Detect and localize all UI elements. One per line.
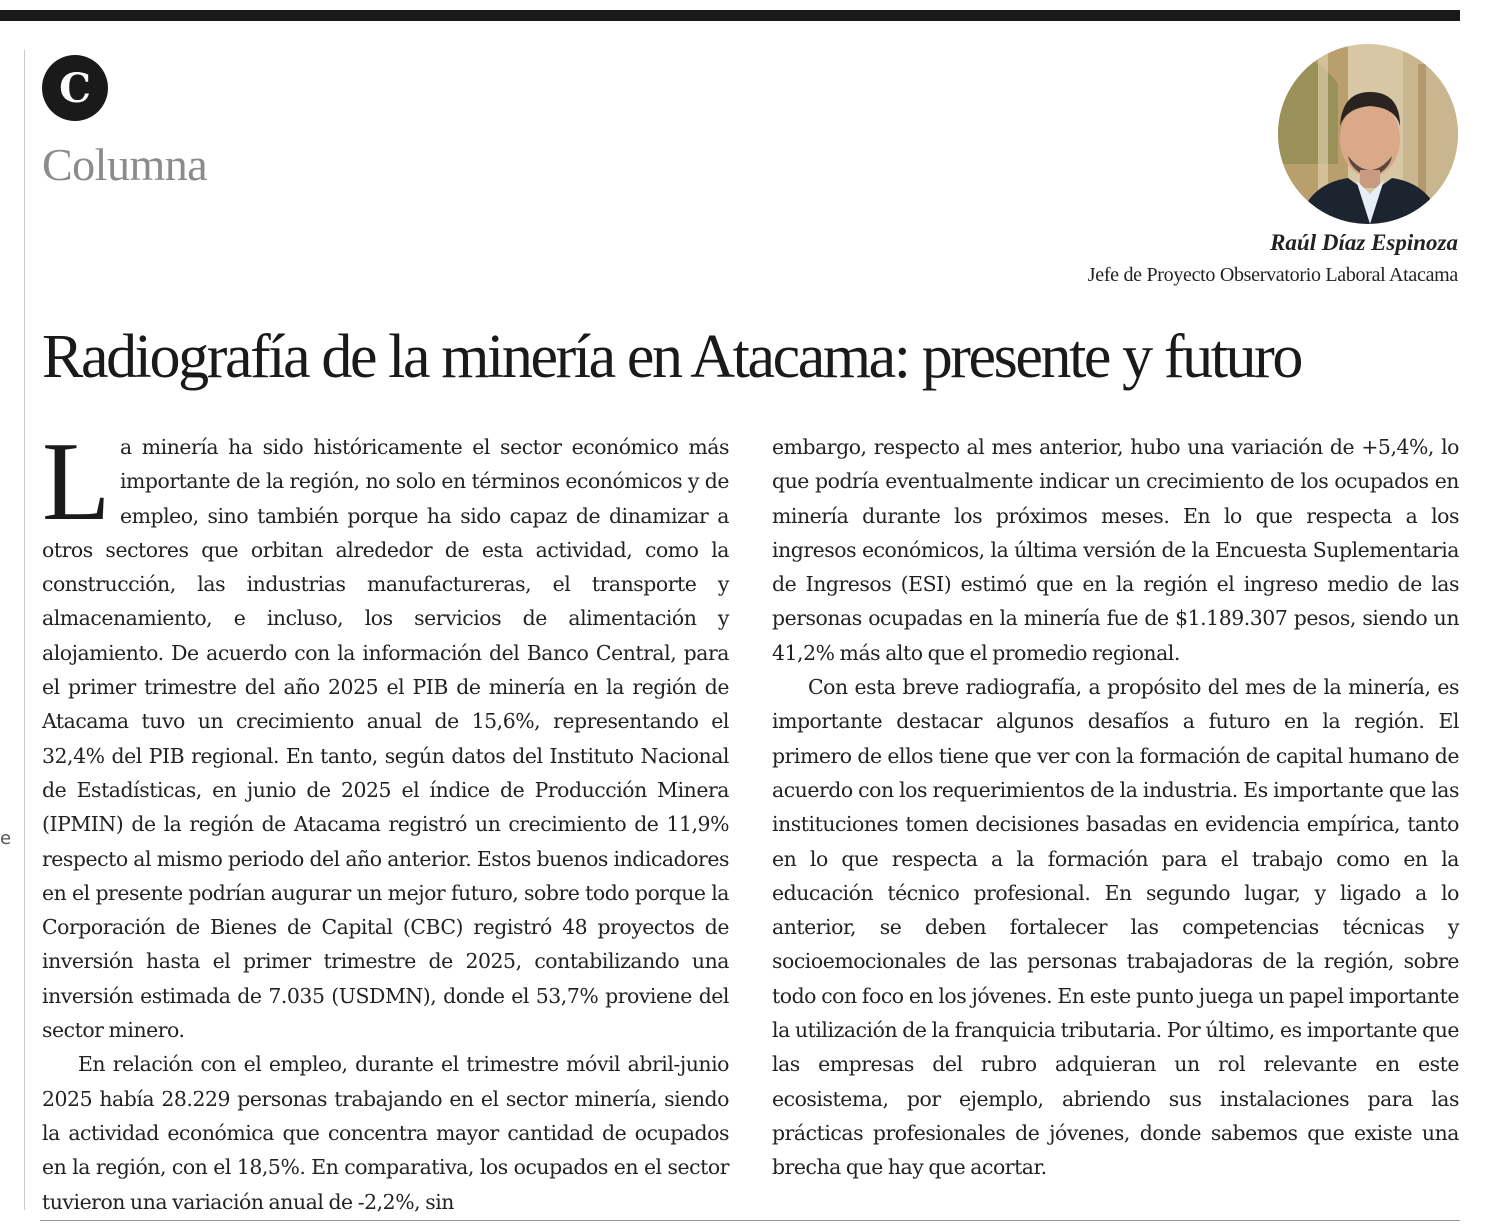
column-badge-icon: C [42,55,108,121]
drop-cap: L [42,420,110,544]
margin-glyph: e [0,828,12,849]
paragraph-2-part-2: embargo, respecto al mes anterior, hubo una variación de +5,4%, lo que podría eventualmente indicar un crecimiento de los ocupados en minería durante los próximos meses. En lo que respecta a los ingresos económicos, la última versión de la Encuesta Suplementaria de Ingresos (ESI) estimó que en la región el ingreso medio de las personas ocupadas en la minería fue de $1.189.307 pesos, siendo un 41,2% más alto que el promedio regional. [772,435,1459,665]
paragraph-1 [42,420,729,1047]
author-name: Raúl Díaz Espinoza [1270,230,1458,255]
bottom-rule [40,1220,1460,1221]
author-photo [1278,44,1458,224]
paragraph-2-part-1: En relación con el empleo, durante el trimestre móvil abril-junio 2025 había 28.229 personas trabajando en el sector minería, siendo la actividad económica que concentra mayor cantidad de ocupados en la región, con el 18,5%. En comparativa, los ocupados en el sector tuvieron una variación anual de -2,2%, sin [42,1052,729,1214]
left-margin-rule [24,50,25,1210]
top-rule [0,10,1460,21]
article-column-left [42,420,729,1219]
section-label: Columna [42,139,208,190]
article-column-right [772,430,1459,1185]
article-headline: Radiografía de la minería en Atacama: presente y futuro [42,323,1301,391]
paragraph-1-text: a minería ha sido históricamente el sector económico más importante de la región, no solo en términos económicos y de empleo, sino también porque ha sido capaz de dinamizar a otros sectores que orbitan alrededor de esta actividad, como la construcción, las industrias manufactureras, el transporte y almacenamiento, e incluso, los servicios de alimentación y alojamiento. De acuerdo con la información del Banco Central, para el primer trimestre del año 2025 el PIB de minería en la región de Atacama tuvo un crecimiento anual de 15,6%, representando el 32,4% del PIB regional. En tanto, según datos del Instituto Nacional de Estadísticas, en junio de 2025 el índice de Producción Minera (IPMIN) de la región de Atacama registró un crecimiento de 11,9% respecto al mismo periodo del año anterior. Estos buenos indicadores en el presente podrían augurar un mejor futuro, sobre todo porque la Corporación de Bienes de Capital (CBC) registró 48 proyectos de inversión hasta el primer trimestre de 2025, contabilizando una inversión estimada de 7.035 (USDMN), donde el 53,7% proviene del sector minero. [42,435,729,1043]
author-block [1088,230,1458,287]
author-portrait-image [1278,44,1458,224]
paragraph-3: Con esta breve radiografía, a propósito del mes de la minería, es importante destacar algunos desafíos a futuro en la región. El primero de ellos tiene que ver con la formación de capital humano de acuerdo con los requerimientos de la industria. Es importante que las instituciones tomen decisiones basadas en evidencia empírica, tanto en lo que respecta a la formación para el trabajo como en la educación técnico profesional. En segundo lugar, y ligado a lo anterior, se deben fortalecer las competencias técnicas y socioemocionales de las personas trabajadoras de la región, sobre todo con foco en los jóvenes. En este punto juega un papel importante la utilización de la franquicia tributaria. Por último, es importante que las empresas del rubro adquieran un rol relevante en este ecosistema, por ejemplo, abriendo sus instalaciones para las prácticas profesionales de jóvenes, donde sabemos que existe una brecha que hay que acortar. [772,675,1459,1180]
author-role: Jefe de Proyecto Observatorio Laboral Atacama [1087,264,1458,286]
